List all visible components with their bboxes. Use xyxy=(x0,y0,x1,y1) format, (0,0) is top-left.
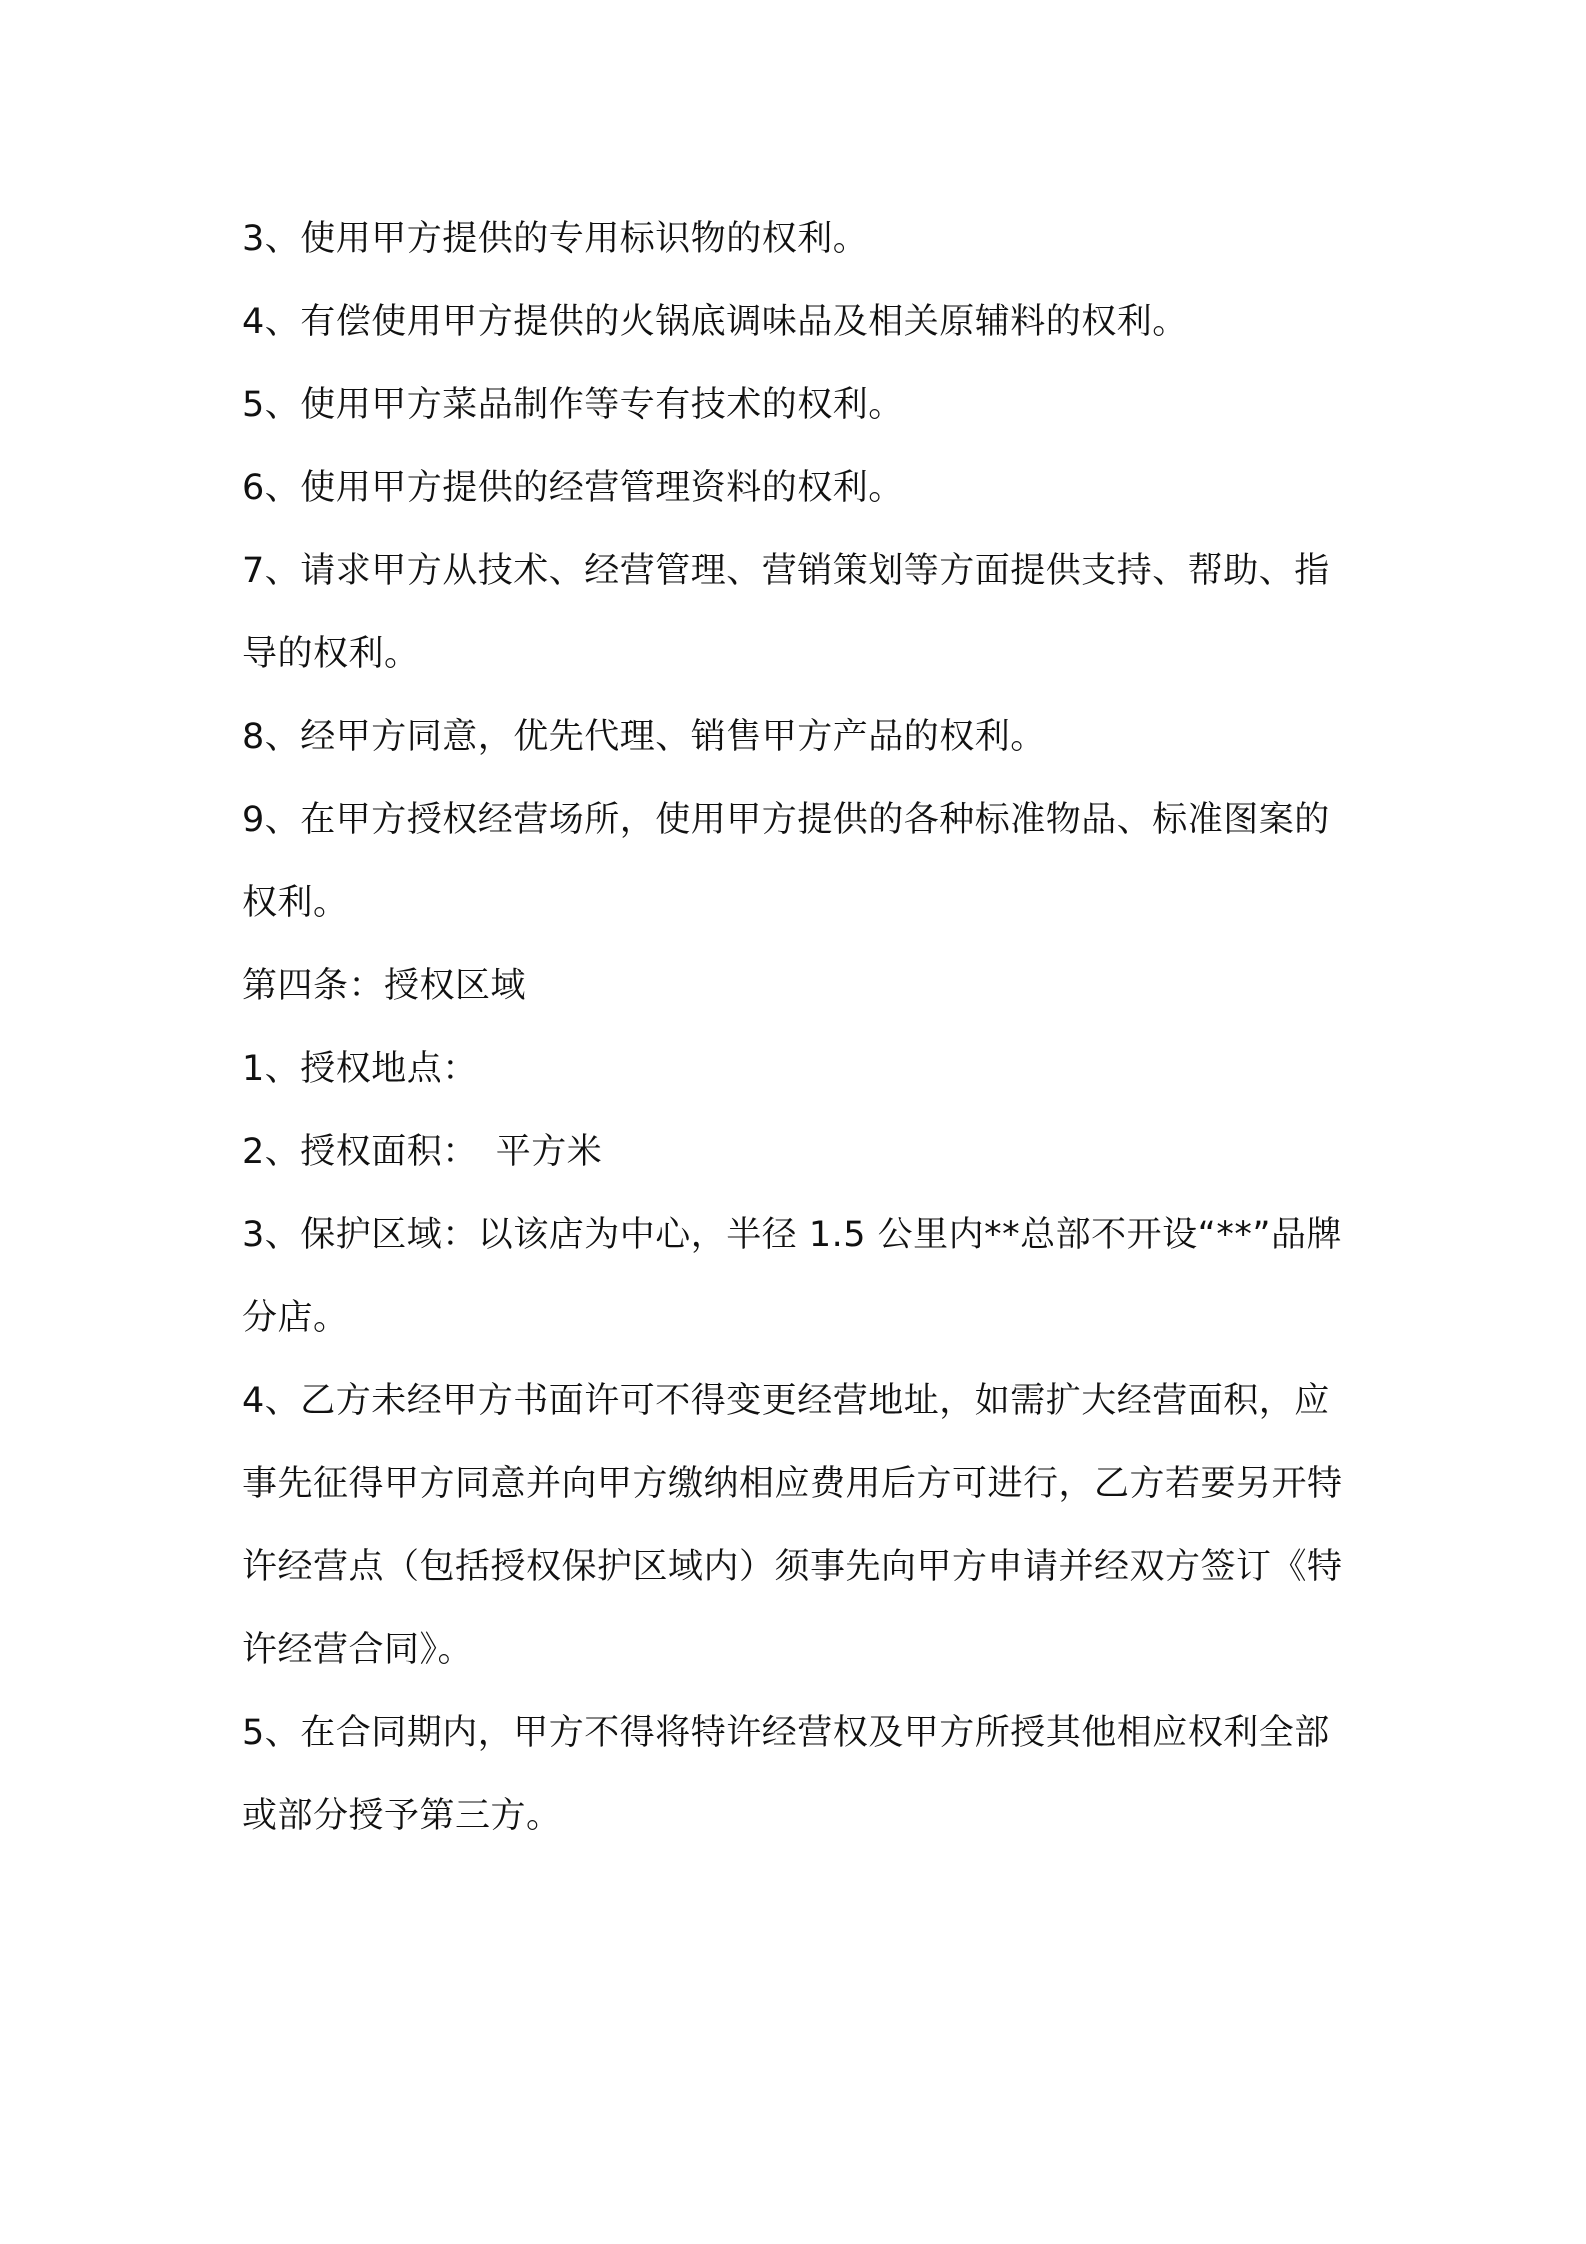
paragraph-right-3: 3、使用甲方提供的专用标识物的权利。 xyxy=(242,219,869,259)
paragraph-right-4: 4、有偿使用甲方提供的火锅底调味品及相关原辅料的权利。 xyxy=(242,302,1188,342)
paragraph-right-6: 6、使用甲方提供的经营管理资料的权利。 xyxy=(242,468,904,508)
section-heading-article-4: 第四条：授权区域 xyxy=(242,966,527,1006)
document-body xyxy=(242,198,1362,1858)
paragraph-right-5: 5、使用甲方菜品制作等专有技术的权利。 xyxy=(242,385,904,425)
paragraph-area-4: 4、乙方未经甲方书面许可不得变更经营地址，如需扩大经营面积，应事先征得甲方同意并向甲方缴纳相应费用后方可进行，乙方若要另开特许经营点（包括授权保护区域内）须事先向甲方申请并经双方签订《特许经营合同》。 xyxy=(242,1381,1343,1670)
paragraph-area-5: 5、在合同期内，甲方不得将特许经营权及甲方所授其他相应权利全部或部分授予第三方。 xyxy=(242,1713,1330,1836)
paragraph-right-8: 8、经甲方同意，优先代理、销售甲方产品的权利。 xyxy=(242,717,1046,757)
paragraph-right-7: 7、请求甲方从技术、经营管理、营销策划等方面提供支持、帮助、指导的权利。 xyxy=(242,551,1330,674)
paragraph-area-2: 2、授权面积： 平方米 xyxy=(242,1132,603,1172)
paragraph-right-9: 9、在甲方授权经营场所，使用甲方提供的各种标准物品、标准图案的权利。 xyxy=(242,800,1330,923)
paragraph-area-1: 1、授权地点： xyxy=(242,1049,478,1089)
paragraph-area-3: 3、保护区域：以该店为中心，半径 1.5 公里内**总部不开设“**”品牌分店。 xyxy=(242,1215,1342,1338)
